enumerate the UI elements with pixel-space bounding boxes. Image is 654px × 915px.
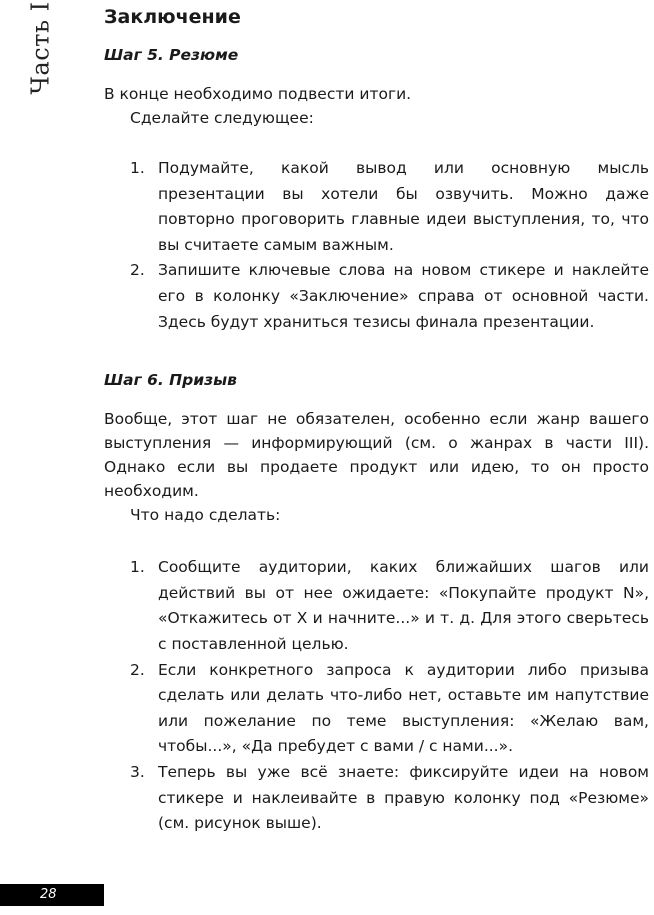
list-item-number: 2. [130, 261, 145, 280]
step6-intro: Вообще, этот шаг не обязателен, особенно если жанр вашего выступления — информирующий (см. о жанрах в части III). Однако если вы продаете продукт или идею, то он просто необходим. [104, 410, 649, 501]
list-item-number: 3. [130, 762, 145, 781]
list-item-text: Теперь вы уже всё знаете: фиксируйте идеи на новом стикере и наклеивайте в правую колонку под «Резюме» (см. рисунок выше). [158, 762, 649, 833]
list-item [130, 156, 649, 258]
list-item [130, 760, 649, 837]
step6-title: Шаг 6. Призыв [104, 371, 237, 390]
part-label [26, 0, 56, 96]
step6-list [130, 555, 649, 837]
section-title: Заключение [104, 6, 241, 28]
step5-title: Шаг 5. Резюме [104, 46, 239, 64]
list-item-text: Сообщите аудитории, каких ближайших шагов или действий вы от нее ожидаете: «Покупайте продукт N», «Откажитесь от X и начните...» и т. д. Для этого сверьтесь с поставленной целью. [158, 558, 649, 653]
step5-list [130, 156, 649, 335]
step5-lead: Сделайте следующее: [130, 109, 314, 127]
list-item [130, 258, 649, 335]
list-item [130, 658, 649, 760]
list-item-number: 1. [130, 558, 145, 577]
page-content [104, 6, 649, 837]
page-number: 28 [40, 887, 57, 902]
list-item-number: 1. [130, 159, 145, 177]
list-item-text: Если конкретного запроса к аудитории либо призыва сделать или делать что-либо нет, оставьте им напутствие или пожелание по теме выступления: «Желаю вам, чтобы...», «Да пребудет с вами / с нами...». [158, 660, 649, 756]
list-item-text: Запишите ключевые слова на новом стикере и наклейте его в колонку «Заключение» справа от основной части. Здесь будут храниться тезисы финала презентации. [158, 261, 649, 331]
page-number-bar [0, 884, 104, 906]
part-label-text: Часть I [27, 1, 56, 95]
step5-intro: В конце необходимо подвести итоги. [104, 85, 412, 103]
list-item-number: 2. [130, 660, 145, 679]
list-item-text: Подумайте, какой вывод или основную мысль презентации вы хотели бы озвучить. Можно даже повторно проговорить главные идеи выступления, то, что вы считаете самым важным. [158, 159, 649, 254]
step6-lead: Что надо сделать: [130, 506, 281, 525]
list-item [130, 555, 649, 657]
